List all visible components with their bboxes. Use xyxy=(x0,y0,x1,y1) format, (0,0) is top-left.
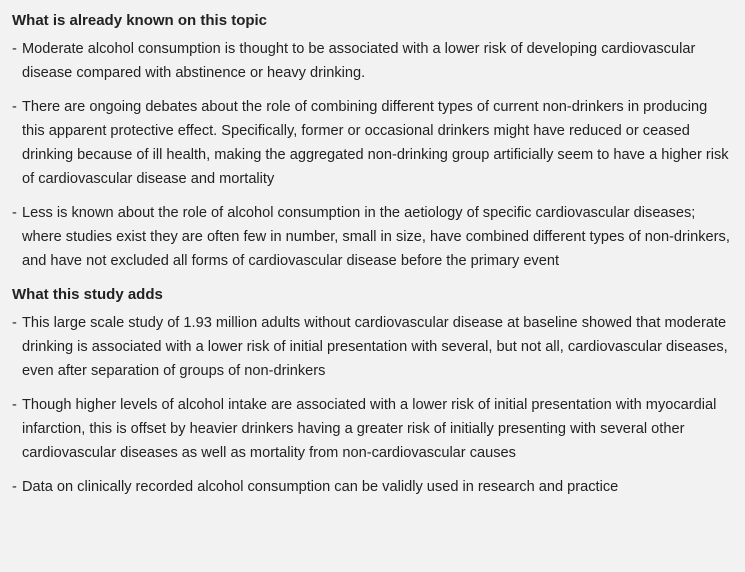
list-item xyxy=(12,37,733,85)
bullet-dash: - xyxy=(12,479,17,495)
known-list xyxy=(12,37,733,273)
adds-list xyxy=(12,311,733,499)
list-item xyxy=(12,95,733,191)
list-item-text: Less is known about the role of alcohol consumption in the aetiology of specific cardiovascular diseases; where studies exist they are often few in number, small in size, have combined different types of non-drinkers, and have not excluded all forms of cardiovascular disease before the primary event xyxy=(22,205,730,269)
list-item-text: There are ongoing debates about the role of combining different types of current non-drinkers in producing this apparent protective effect. Specifically, former or occasional drinkers might have reduced or ceased drinking because of ill health, making the aggregated non-drinking group artificially seem to have a higher risk of cardiovascular disease and mortality xyxy=(22,99,729,187)
list-item-text: Moderate alcohol consumption is thought to be associated with a lower risk of developing cardiovascular disease compared with abstinence or heavy drinking. xyxy=(22,41,696,81)
bullet-dash: - xyxy=(12,99,17,115)
list-item-text: This large scale study of 1.93 million adults without cardiovascular disease at baseline showed that moderate drinking is associated with a lower risk of initial presentation with several, but not all, cardiovascular diseases, even after separation of groups of non-drinkers xyxy=(22,315,728,379)
bullet-dash: - xyxy=(12,41,17,57)
list-item-text: Though higher levels of alcohol intake are associated with a lower risk of initial presentation with myocardial infarction, this is offset by heavier drinkers having a greater risk of initially presenting with several other cardiovascular diseases as well as mortality from non-cardiovascular causes xyxy=(22,397,717,461)
bullet-dash: - xyxy=(12,315,17,331)
known-heading: What is already known on this topic xyxy=(12,12,268,29)
adds-heading: What this study adds xyxy=(12,286,163,303)
list-item xyxy=(12,201,733,273)
bullet-dash: - xyxy=(12,397,17,413)
list-item xyxy=(12,475,733,499)
list-item xyxy=(12,311,733,383)
list-item-text: Data on clinically recorded alcohol consumption can be validly used in research and practice xyxy=(22,479,619,495)
bullet-dash: - xyxy=(12,205,17,221)
list-item xyxy=(12,393,733,465)
